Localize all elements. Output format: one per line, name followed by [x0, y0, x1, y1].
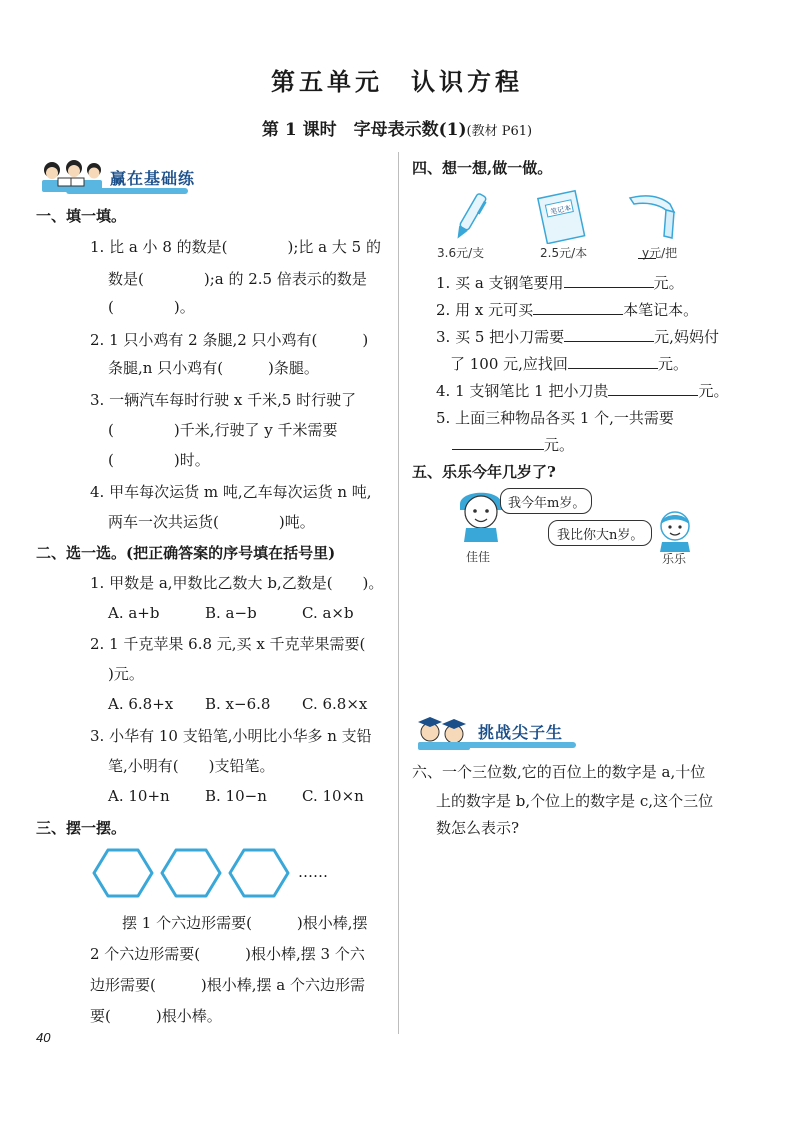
- question-line: 笔,小明有( )支铅笔。: [108, 757, 275, 775]
- question-line: ( )时。: [108, 451, 210, 469]
- paragraph-line: 摆 1 个六边形需要( )根小棒,摆: [122, 914, 368, 932]
- page-number: 40: [36, 1030, 51, 1045]
- question-line: 5. 上面三种物品各买 1 个,一共需要: [436, 409, 674, 427]
- unit-title: 第五单元 认识方程: [271, 67, 523, 96]
- price-notebook: 2.5元/本: [540, 246, 588, 260]
- question-line: 4. 甲车每次运货 m 吨,乙车每次运货 n 吨,: [90, 483, 372, 501]
- option-b: B. 10−n: [205, 787, 267, 805]
- option-b: B. x−6.8: [205, 695, 271, 713]
- speech-text: 我比你大n岁。: [557, 528, 644, 543]
- answer-blank[interactable]: [452, 435, 544, 450]
- answer-blank[interactable]: [568, 354, 658, 369]
- question-line: )元。: [108, 665, 144, 683]
- question-line: 3. 小华有 10 支铅笔,小明比小华多 n 支铅: [90, 727, 372, 745]
- question-line: 2. 1 只小鸡有 2 条腿,2 只小鸡有( ): [90, 331, 369, 349]
- pen-icon: [450, 190, 490, 244]
- ellipsis: ……: [298, 863, 328, 881]
- price-knife: y元/把: [642, 246, 678, 260]
- answer-blank[interactable]: [608, 381, 698, 396]
- option-a: A. a+b: [108, 604, 160, 622]
- price-pen: 3.6元/支: [437, 246, 485, 260]
- textbook-reference: (教材 P61): [466, 124, 533, 139]
- girl-lele-icon: [652, 508, 698, 552]
- option-a: A. 6.8+x: [108, 695, 174, 713]
- hexagon-sticks-figure: [92, 846, 302, 900]
- name-jiajia: 佳佳: [466, 550, 491, 564]
- answer-blank[interactable]: [564, 273, 654, 288]
- section-think-title: 四、想一想,做一做。: [412, 159, 553, 177]
- question-line: 两车一次共运货( )吨。: [108, 513, 315, 531]
- option-b: B. a−b: [205, 604, 257, 622]
- answer-blank[interactable]: [533, 300, 623, 315]
- question-line: 4. 1 支钢笔比 1 把小刀贵 元。: [436, 382, 729, 400]
- question-line: 3. 一辆汽车每时行驶 x 千米,5 时行驶了: [90, 391, 357, 409]
- basic-practice-banner: [36, 158, 196, 198]
- question-line: 2. 1 千克苹果 6.8 元,买 x 千克苹果需要(: [90, 635, 366, 653]
- notebook-label: 笔记本: [549, 204, 572, 217]
- option-c: C. a×b: [302, 604, 354, 622]
- option-c: C. 6.8×x: [302, 695, 368, 713]
- speech-bubble: [500, 488, 592, 514]
- question-line: 数是( );a 的 2.5 倍表示的数是: [108, 270, 367, 288]
- question-line: 2. 用 x 元可买 本笔记本。: [436, 301, 699, 319]
- paragraph-line: 2 个六边形需要( )根小棒,摆 3 个六: [90, 945, 365, 963]
- question-line: 上的数字是 b,个位上的数字是 c,这个三位: [436, 792, 714, 810]
- banner-label: 赢在基础练: [110, 169, 196, 188]
- paragraph-line: 要( )根小棒。: [90, 1007, 222, 1025]
- question-line: 1. 买 a 支钢笔要用 元。: [436, 274, 684, 292]
- option-a: A. 10+n: [108, 787, 170, 805]
- option-c: C. 10×n: [302, 787, 364, 805]
- question-line: ( )千米,行驶了 y 千米需要: [108, 421, 338, 439]
- challenge-banner: [412, 712, 582, 752]
- speech-bubble: [548, 520, 652, 546]
- banner-label: 挑战尖子生: [478, 723, 564, 742]
- column-divider: [398, 152, 399, 1034]
- lesson-title: 第 1 课时 字母表示数(1)(教材 P61): [261, 120, 533, 140]
- question-line: 六、一个三位数,它的百位上的数字是 a,十位: [412, 763, 706, 781]
- question-line: 数怎么表示?: [436, 819, 520, 837]
- question-line: 3. 买 5 把小刀需要 元,妈妈付: [436, 328, 719, 346]
- knife-price-underline: [638, 258, 656, 259]
- question-line: 了 100 元,应找回 元。: [450, 355, 688, 373]
- section-fill-title: 一、填一填。: [36, 207, 127, 225]
- speech-text: 我今年m岁。: [508, 496, 586, 511]
- question-line: 1. 比 a 小 8 的数是( );比 a 大 5 的: [90, 238, 381, 256]
- answer-blank[interactable]: [564, 327, 654, 342]
- section-choice-title: 二、选一选。(把正确答案的序号填在括号里): [36, 544, 336, 562]
- paragraph-line: 边形需要( )根小棒,摆 a 个六边形需: [90, 976, 365, 994]
- question-line: 条腿,n 只小鸡有( )条腿。: [108, 359, 319, 377]
- question-line: 1. 甲数是 a,甲数比乙数大 b,乙数是( )。: [90, 574, 384, 592]
- question-line: ( )。: [108, 298, 195, 316]
- knife-icon: [626, 190, 678, 242]
- name-lele: 乐乐: [662, 552, 687, 566]
- question-line: 元。: [452, 435, 574, 455]
- section-age-title: 五、乐乐今年几岁了?: [412, 463, 556, 481]
- notebook-icon: [534, 188, 590, 244]
- section-arrange-title: 三、摆一摆。: [36, 819, 127, 837]
